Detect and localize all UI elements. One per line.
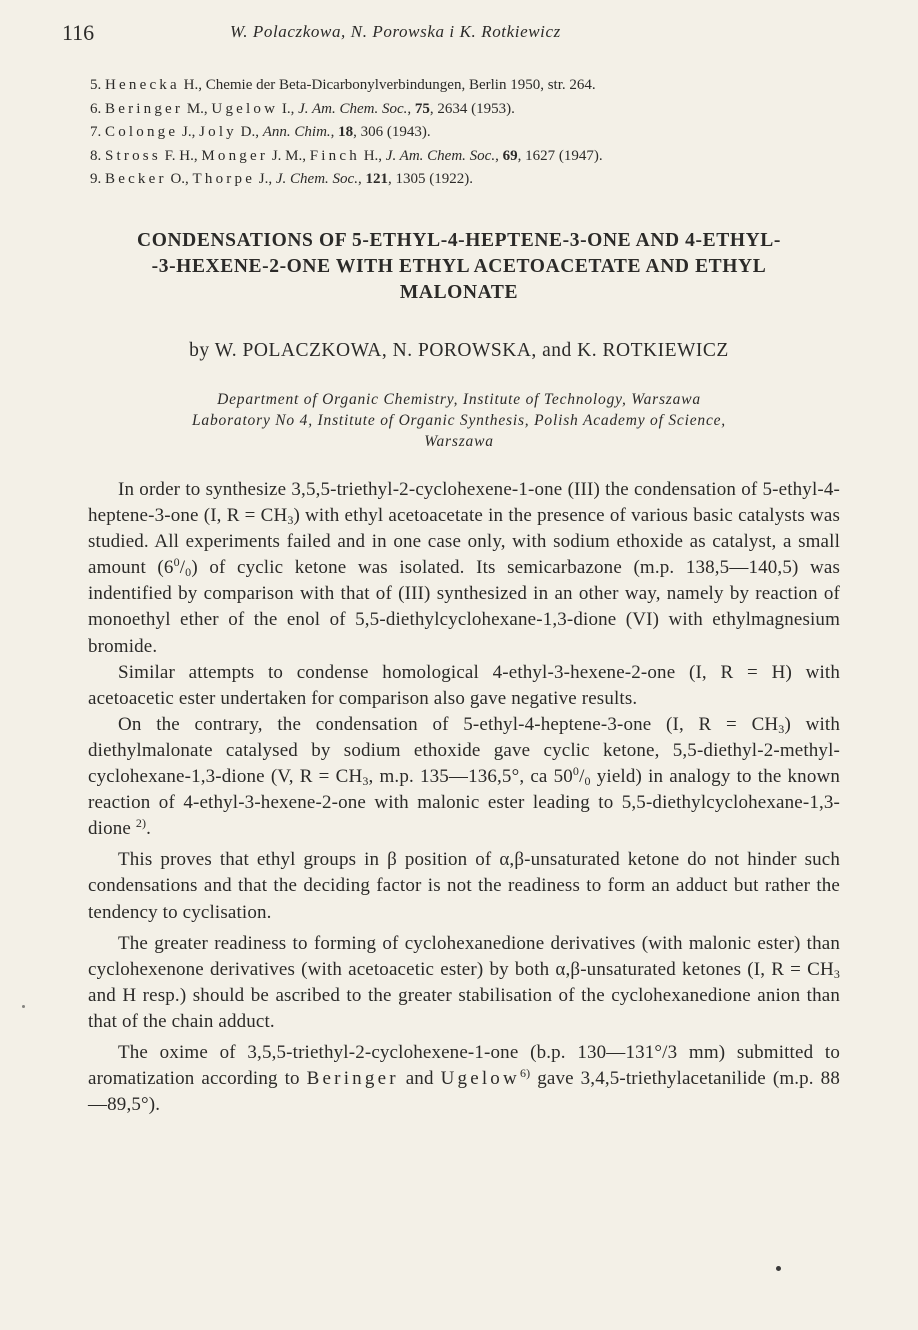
reference-item: 7. Colonge J., Joly D., Ann. Chim., 18, 306 (1943). xyxy=(90,124,431,141)
body-paragraph: On the contrary, the condensation of 5-ethyl-4-heptene-3-one (I, $R = CH_3$) with diethylmalonate catalysed by sodium ethoxide gave cyclic ketone, 5,5-diethyl-2-methyl-cyclohexane-1,3-dione (V, $R = CH_3$, m.p. 135—136,5°, ca $50^0/_0$ yield) in analogy to the known reaction of 4-ethyl-3-hexene-2-one with malonic ester leading to 5,5-diethylcyclohexane-1,3-dione $^{2)}$. xyxy=(88,713,840,840)
body-paragraph: Similar attempts to condense homological 4-ethyl-3-hexene-2-one (I, R = H) with acetoacetic ester undertaken for comparison also gave negative results. xyxy=(88,661,840,709)
article-title xyxy=(60,228,858,306)
article-body xyxy=(88,477,840,1118)
reference-item: 6. Beringer M., Ugelow I., J. Am. Chem. Soc., 75, 2634 (1953). xyxy=(90,100,515,117)
body-paragraph: This proves that ethyl groups in β position of α,β-unsaturated ketone do not hinder such condensations and that the deciding factor is not the readiness to form an adduct but rather the tendency to cyclisation. xyxy=(88,849,840,923)
body-paragraph: In order to synthesize 3,5,5-triethyl-2-cyclohexene-1-one (III) the condensation of 5-ethyl-4-heptene-3-one (I, $R = CH_3$) with ethyl acetoacetate in the presence of various basic catalysts was studied. All experiments failed and in one case only, with sodium ethoxide as catalyst, a small amount $(6^0/_0)$ of cyclic ketone was isolated. Its semicarbazone (m.p. 138,5—140,5) was indentified by comparison with that of (III) synthesized in an other way, namely by reaction of monoethyl ether of the enol of 5,5-diethylcyclohexane-1,3-dione (VI) with ethylmagnesium bromide. xyxy=(88,479,840,657)
reference-list xyxy=(90,74,850,192)
page-number: 116 xyxy=(62,20,95,45)
print-speck xyxy=(22,1005,25,1008)
title-line: MALONATE xyxy=(399,282,519,303)
page-header xyxy=(62,20,862,50)
affiliation-line: Warszawa xyxy=(424,433,494,450)
running-head: W. Polaczkowa, N. Porowska i K. Rotkiewicz xyxy=(230,22,561,41)
body-paragraph: The greater readiness to forming of cyclohexanedione derivatives (with malonic ester) than cyclohexenone derivatives (with acetoacetic ester) by both α,β-unsaturated ketones (I, $R = CH_3$ and H resp.) should be ascribed to the greater stabilisation of the cyclohexanedione anion than that of the chain adduct. xyxy=(88,932,840,1032)
title-line: CONDENSATIONS OF 5-ETHYL-4-HEPTENE-3-ONE AND 4-ETHYL- xyxy=(137,230,781,251)
reference-item: 5. Henecka H., Chemie der Beta-Dicarbonylverbindungen, Berlin 1950, str. 264. xyxy=(90,77,596,93)
author-byline: by W. POLACZKOWA, N. POROWSKA, and K. ROTKIEWICZ xyxy=(189,340,729,361)
title-line: -3-HEXENE-2-ONE WITH ETHYL ACETOACETATE AND ETHYL xyxy=(151,256,767,277)
affiliation xyxy=(80,389,838,452)
reference-item: 8. Stross F. H., Monger J. M., Finch H., J. Am. Chem. Soc., 69, 1627 (1947). xyxy=(90,147,603,164)
print-speck xyxy=(776,1266,781,1271)
affiliation-line: Department of Organic Chemistry, Institute of Technology, Warszawa xyxy=(217,391,701,408)
reference-item: 9. Becker O., Thorpe J., J. Chem. Soc., 121, 1305 (1922). xyxy=(90,171,473,188)
affiliation-line: Laboratory No 4, Institute of Organic Synthesis, Polish Academy of Science, xyxy=(192,412,726,429)
body-paragraph: The oxime of 3,5,5-triethyl-2-cyclohexene-1-one (b.p. 130—131°/3 mm) submitted to aromatization according to Beringer and Ugelow$^{6)}$ gave 3,4,5-triethylacetanilide (m.p. 88—89,5°). xyxy=(88,1041,840,1116)
